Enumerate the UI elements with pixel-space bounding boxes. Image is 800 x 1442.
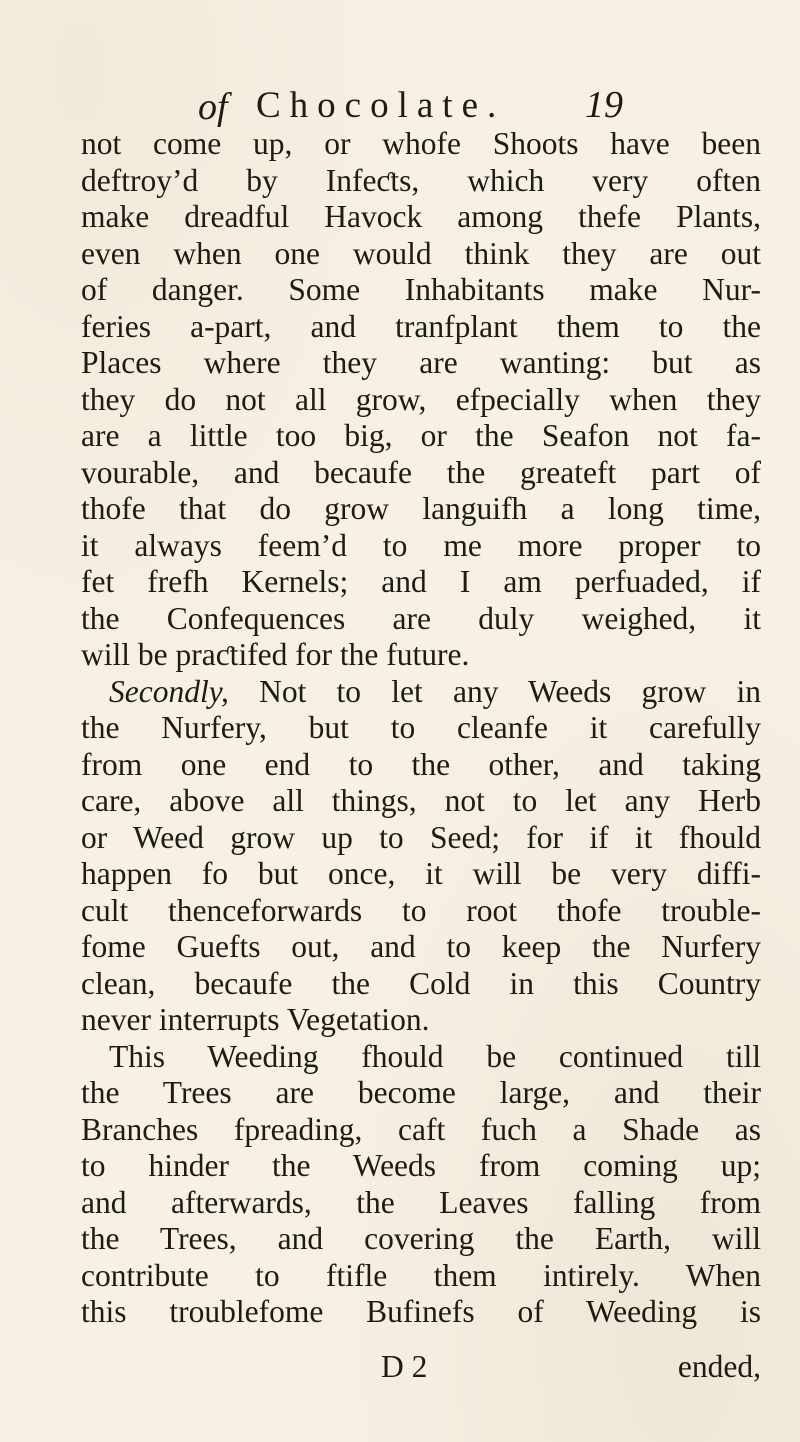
emphasis-secondly: Secondly, bbox=[109, 673, 229, 709]
text-line: the Trees are become large, and their bbox=[81, 1075, 761, 1110]
paragraph-first-line: This Weeding fhould be continued till bbox=[109, 1038, 761, 1074]
text-line: from one end to the other, and taking bbox=[81, 746, 761, 782]
running-header bbox=[198, 73, 758, 133]
text-line: the Trees, and covering the Earth, will bbox=[81, 1221, 761, 1256]
page-footer bbox=[81, 1348, 761, 1386]
text-line: never interrupts Vegetation. bbox=[81, 1002, 430, 1037]
text-line: feries a-part, and tranfplant them to the bbox=[81, 308, 761, 344]
text-line: they do not all grow, efpecially when they bbox=[81, 381, 761, 417]
header-title: Chocolate. bbox=[256, 85, 506, 126]
text-line: cult thenceforwards to root thofe trouble- bbox=[81, 892, 761, 928]
text-line: and afterwards, the Leaves falling from bbox=[81, 1184, 761, 1220]
text-line: this troublefome Bufinefs of Weeding is bbox=[81, 1294, 761, 1329]
text-line: Places where they are wanting: but as bbox=[81, 345, 761, 380]
text-line: it always feem’d to me more proper to bbox=[81, 527, 761, 563]
text-line: clean, becaufe the Cold in this Country bbox=[81, 965, 761, 1001]
signature-mark: D 2 bbox=[381, 1349, 428, 1384]
text-line: of danger. Some Inhabitants make Nur- bbox=[81, 272, 761, 307]
text-line: thofe that do grow languifh a long time, bbox=[81, 491, 761, 526]
header-of: of bbox=[198, 86, 228, 128]
text-fragment: Not to let any Weeds grow in bbox=[228, 673, 761, 709]
text-line: will be praƈtifed for the future. bbox=[81, 637, 470, 672]
text-line: not come up, or whofe Shoots have been bbox=[81, 126, 761, 161]
text-line: contribute to ftifle them intirely. When bbox=[81, 1257, 761, 1293]
text-line: Branches fpreading, caft fuch a Shade as bbox=[81, 1111, 761, 1147]
text-line: are a little too big, or the Seafon not fa- bbox=[81, 418, 761, 453]
text-line: happen fo but once, it will be very diffi- bbox=[81, 856, 761, 891]
text-line: fet frefh Kernels; and I am perfuaded, if bbox=[81, 564, 761, 599]
text-line: the Nurfery, but to cleanfe it carefully bbox=[81, 710, 761, 745]
text-line: to hinder the Weeds from coming up; bbox=[81, 1148, 761, 1183]
catchword: ended, bbox=[677, 1349, 761, 1384]
page-number: 19 bbox=[585, 84, 623, 126]
paragraph-first-line bbox=[81, 674, 761, 711]
text-line: fome Guefts out, and to keep the Nurfery bbox=[81, 929, 761, 964]
text-line: deftroy’d by Infeƈts, which very often bbox=[81, 162, 761, 198]
body-text bbox=[81, 126, 761, 1331]
text-line: care, above all things, not to let any Herb bbox=[81, 783, 761, 818]
text-line: vourable, and becaufe the greateft part of bbox=[81, 454, 761, 490]
text-line: or Weed grow up to Seed; for if it fhould bbox=[81, 819, 761, 855]
text-line: even when one would think they are out bbox=[81, 235, 761, 271]
text-line: the Confequences are duly weighed, it bbox=[81, 600, 761, 636]
text-line: make dreadful Havock among thefe Plants, bbox=[81, 199, 761, 234]
